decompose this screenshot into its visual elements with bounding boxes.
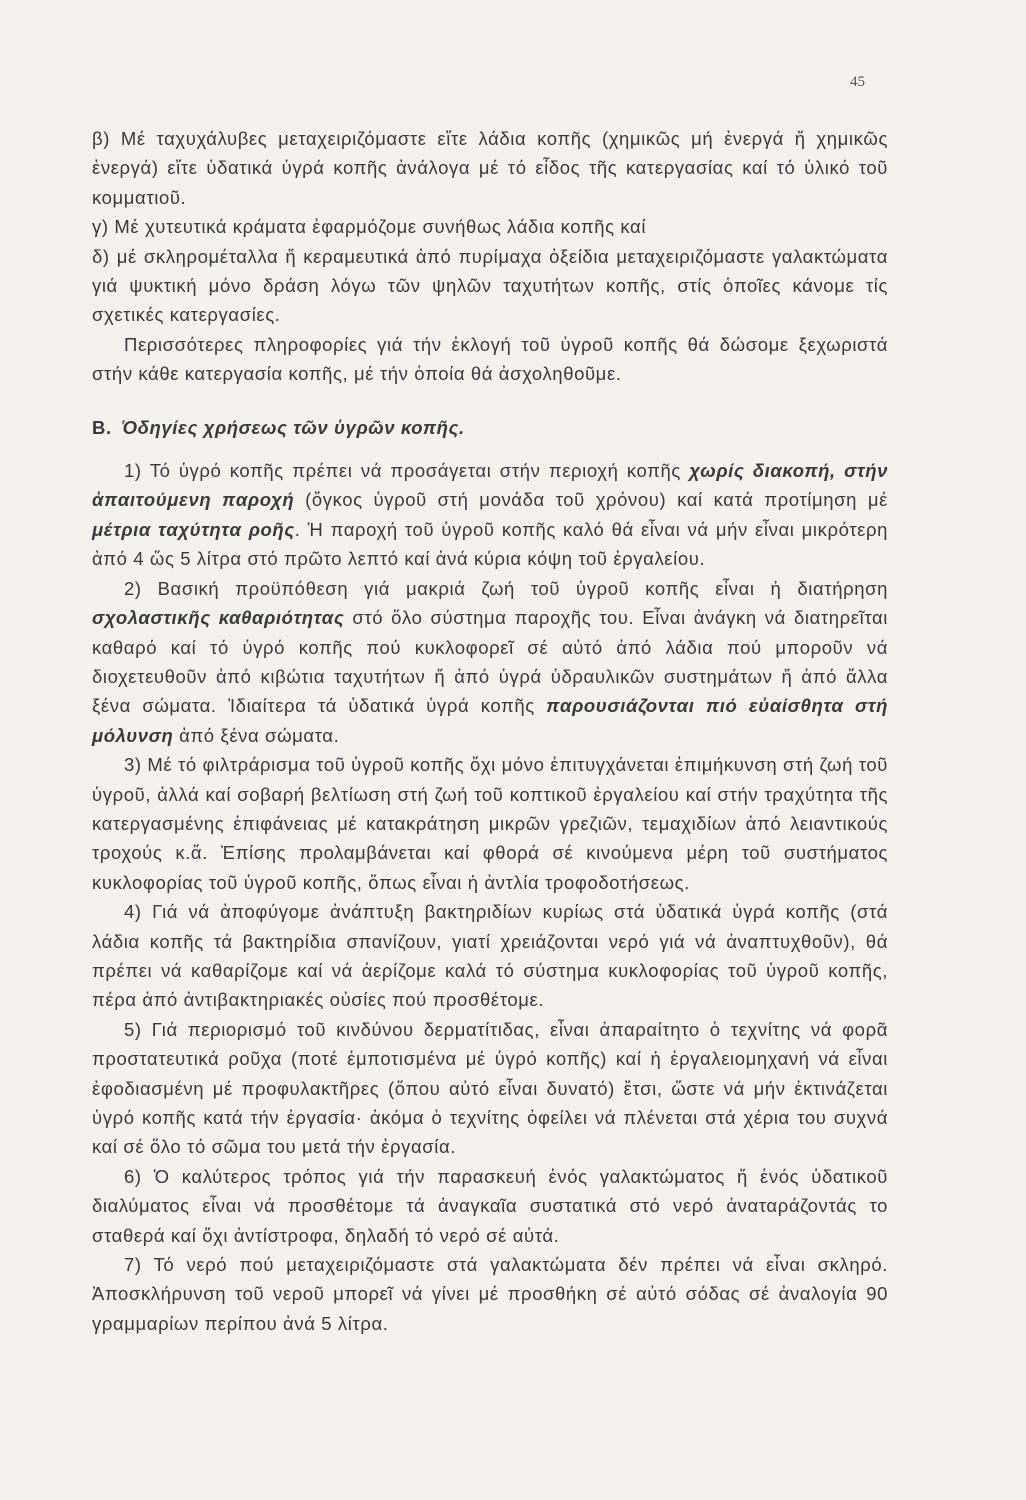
instruction-1 [92,456,888,574]
instruction-1-emphasis-a: χωρίς διακοπή, στήν ἀπαιτούμενη παροχή [92,460,888,511]
paragraph-gamma: γ) Μέ χυτευτικά κράματα ἐφαρμόζομε συνήθως λάδια κοπῆς καί [92,216,647,238]
instruction-1-text-a: 1) Τό ὑγρό κοπῆς πρέπει νά προσάγεται στήν περιοχή κοπῆς [124,460,690,482]
instruction-2-text-c: ἀπό ξένα σώματα. [173,724,340,746]
instruction-1-text-c: . Ἡ παροχή τοῦ ὑγροῦ κοπῆς καλό θά εἶναι νά μήν εἶναι μικρότερη ἀπό 4 ὥς 5 λίτρα στό πρῶτο λεπτό καί ἀνά κύρια κόψη τοῦ ἐργαλείου. [92,518,888,570]
section-title: Ὁδηγίες χρήσεως τῶν ὑγρῶν κοπῆς. [121,416,465,438]
paragraph-beta: β) Μέ ταχυχάλυβες μεταχειριζόμαστε εἴτε λάδια κοπῆς (χημικῶς μή ἐνεργά ἤ χημικῶς ἐνεργά) εἴτε ὑδατικά ὑγρά κοπῆς ἀνάλογα μέ τό εἶδος τῆς κατεργασίας καί τό ὑλικό τοῦ κομματιοῦ. [92,128,888,208]
instruction-2-emphasis-a: σχολαστικῆς καθαριότητας [92,607,345,629]
instruction-7: 7) Τό νερό πού μεταχειριζόμαστε στά γαλακτώματα δέν πρέπει νά εἶναι σκληρό. Ἀποσκλήρυνση τοῦ νεροῦ μπορεῖ νά γίνει μέ προσθήκη σέ αὐτό σόδας σέ ἀναλογία 90 γραμμαρίων περίπου ἀνά 5 λίτρα. [92,1254,888,1334]
instruction-2-text-a: 2) Βασική προϋπόθεση γιά μακριά ζωή τοῦ ὑγροῦ κοπῆς εἶναι ἡ διατήρηση [124,577,888,599]
section-letter: Β. [92,416,112,438]
instruction-4: 4) Γιά νά ἀποφύγομε ἀνάπτυξη βακτηριδίων κυρίως στά ὑδατικά ὑγρά κοπῆς (στά λάδια κοπῆς τά βακτηρίδια σπανίζουν, γιατί χρειάζονται νερό γιά νά ἀναπτυχθοῦν), θά πρέπει νά καθαρίζομε καί νά ἀερίζομε καλά τό σύστημα κυκλοφορίας τοῦ ὑγροῦ κοπῆς, πέρα ἀπό ἀντιβακτηριακές οὐσίες πού προσθέτομε. [92,901,888,1011]
instruction-2 [92,574,888,750]
page-body [92,124,888,1338]
paragraph-more-info: Περισσότερες πληροφορίες γιά τήν ἐκλογή τοῦ ὑγροῦ κοπῆς θά δώσομε ξεχωριστά στήν κάθε κατεργασία κοπῆς, μέ τήν ὁποία θά ἀσχοληθοῦμε. [92,333,888,385]
instruction-6: 6) Ὁ καλύτερος τρόπος γιά τήν παρασκευή ἑνός γαλακτώματος ἤ ἑνός ὑδατικοῦ διαλύματος εἶναι νά προσθέτομε τά ἀναγκαῖα συστατικά στό νερό ἀναταράζοντάς το σταθερά καί ὄχι ἀντίστροφα, δηλαδή τό νερό σέ αὐτά. [92,1165,888,1246]
instruction-3: 3) Μέ τό φιλτράρισμα τοῦ ὑγροῦ κοπῆς ὄχι μόνο ἐπιτυγχάνεται ἐπιμήκυνση στή ζωή τοῦ ὑγροῦ, ἀλλά καί σοβαρή βελτίωση στή ζωή τοῦ κοπτικοῦ ἐργαλείου καί στήν τραχύτητα τῆς κατεργασμένης ἐπιφάνειας μέ κατακράτηση μικρῶν γρεζιῶν, τεμαχιδίων ἀπό λειαντικούς τροχούς κ.ἄ. Ἐπίσης προλαμβάνεται καί φθορά σέ κινούμενα μέρη τοῦ συστήματος κυκλοφορίας τοῦ ὑγροῦ κοπῆς, ὅπως εἶναι ἡ ἀντλία τροφοδοτήσεως. [92,754,888,893]
paragraph-delta: δ) μέ σκληρομέταλλα ἤ κεραμευτικά ἀπό πυρίμαχα ὀξείδια μεταχειριζόμαστε γαλακτώματα γιά ψυκτική μόνο δράση λόγω τῶν ψηλῶν ταχυτήτων κοπῆς, στίς ὁποῖες κάνομε τίς σχετικές κατεργασίες. [92,245,888,326]
instruction-2-text-b: στό ὅλο σύστημα παροχῆς του. Εἶναι ἀνάγκη νά διατηρεῖται καθαρό καί τό ὑγρό κοπῆς πού κυκλοφορεῖ σέ αὐτό ἀπό λάδια πού μποροῦν νά διοχετευθοῦν ἀπό κιβώτια ταχυτήτων ἤ ἀπό ὑγρά ὑδραυλικῶν συστημάτων ἤ ἀπό ἄλλα ξένα σώματα. Ἰδιαίτερα τά ὑδατικά ὑγρά κοπῆς [92,607,888,717]
page-number: 45 [850,74,865,90]
instruction-5: 5) Γιά περιορισμό τοῦ κινδύνου δερματίτιδας, εἶναι ἀπαραίτητο ὁ τεχνίτης νά φορᾶ προστατευτικά ροῦχα (ποτέ ἐμποτισμένα μέ ὑγρό κοπῆς) καί ἡ ἐργαλειομηχανή νά εἶναι ἐφοδιασμένη μέ προφυλακτῆρες (ὅπου αὐτό εἶναι δυνατό) ἔτσι, ὥστε νά μήν ἐκτινάζεται ὑγρό κοπῆς κατά τήν ἐργασία· ἀκόμα ὁ τεχνίτης ὀφείλει νά πλένεται στά χέρια του συχνά καί σέ ὅλο τό σῶμα του μετά τήν ἐργασία. [92,1018,888,1158]
instruction-1-emphasis-b: μέτρια ταχύτητα ροῆς [92,518,295,540]
instruction-2-emphasis-b: παρουσιάζονται πιό εὐαίσθητα στή μόλυνση [92,695,888,746]
section-heading [92,413,888,442]
instruction-1-text-b: (ὄγκος ὑγροῦ στή μονάδα τοῦ χρόνου) καί κατά προτίμηση μέ [294,489,888,511]
